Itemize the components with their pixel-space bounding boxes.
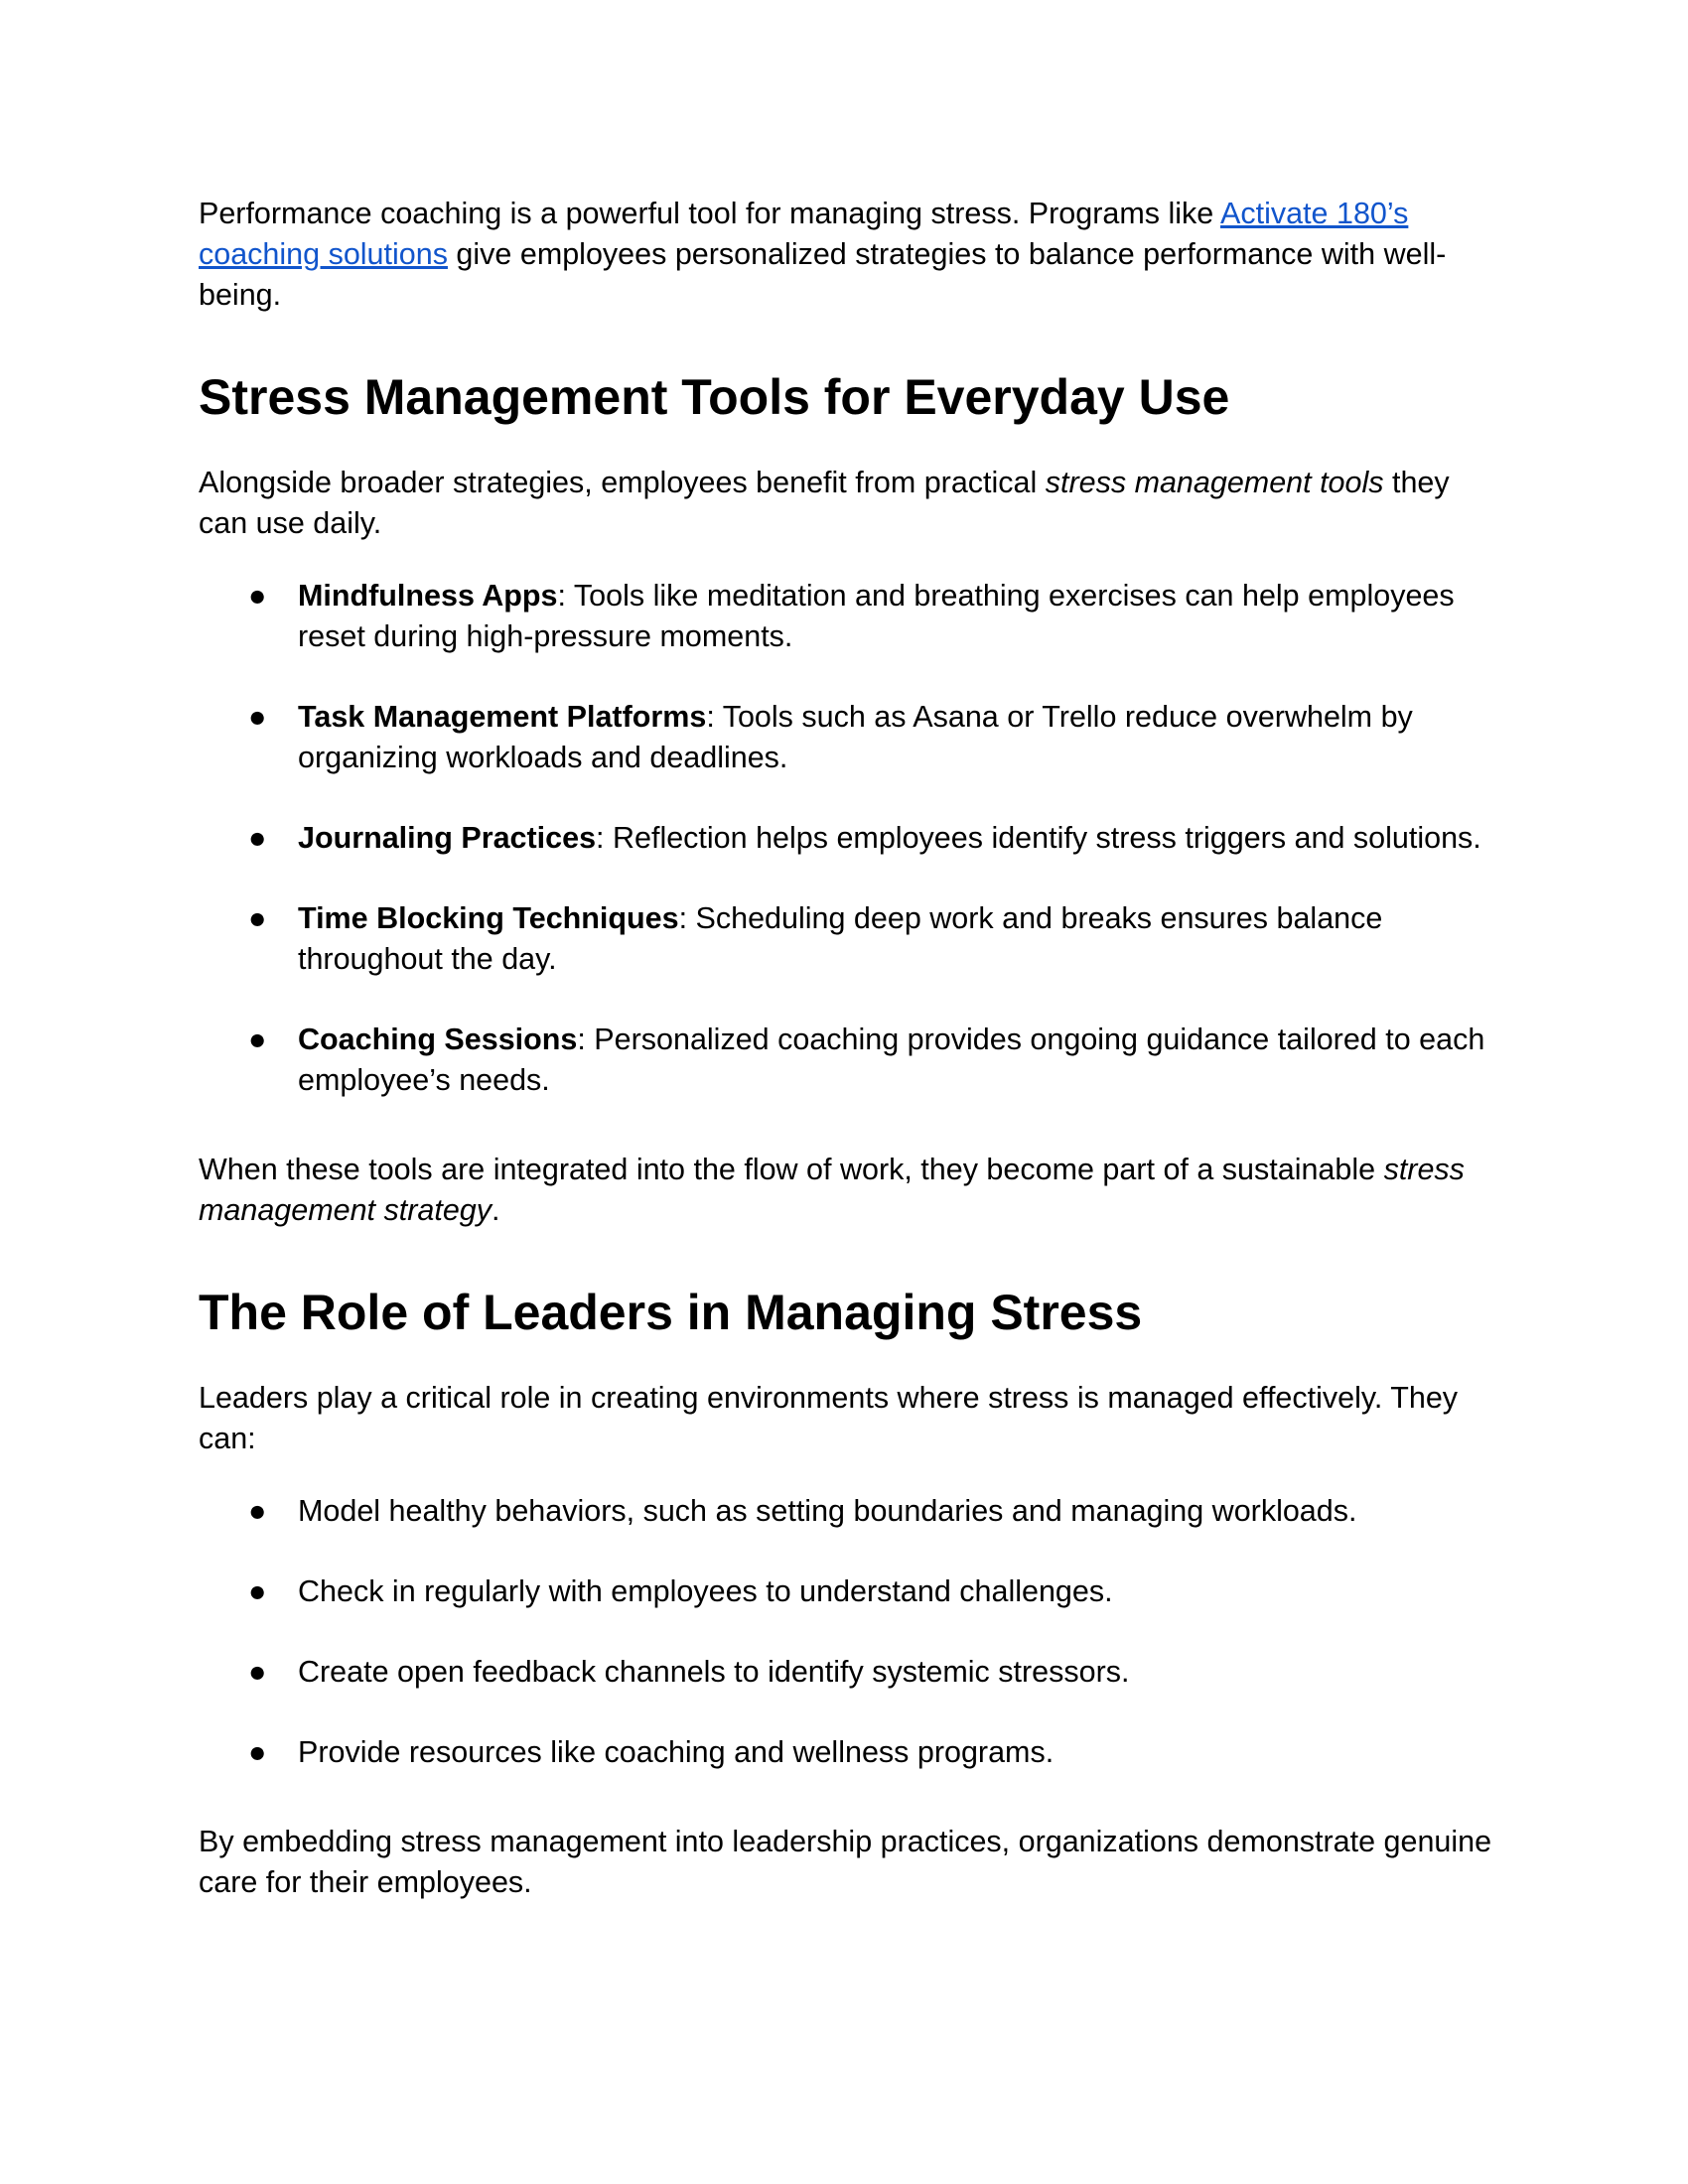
tools-closing-paragraph [199,1150,1494,1231]
bullet-icon: ● [248,1574,267,1608]
leaders-list [199,1491,1494,1773]
tools-closing-after: . [492,1193,500,1227]
intro-paragraph [199,194,1494,316]
tools-closing-emphasis: stress management strategy [199,1153,1465,1227]
list-item [199,818,1494,859]
list-item-description: : Scheduling deep work and breaks ensures balance throughout the day. [298,901,1383,976]
tools-intro-before: Alongside broader strategies, employees benefit from practical [199,466,1046,499]
list-item-description: : Tools such as Asana or Trello reduce overwhelm by organizing workloads and deadlines. [298,700,1413,774]
activate-180-coaching-link[interactable]: Activate 180’s coaching solutions [199,197,1409,271]
tools-intro-paragraph [199,463,1494,544]
list-item [199,1491,1494,1532]
document-page [199,194,1494,1903]
list-item-description: : Personalized coaching provides ongoing guidance tailored to each employee’s needs. [298,1023,1485,1097]
tools-closing-before: When these tools are integrated into the flow of work, they become part of a sustainable [199,1153,1384,1186]
leaders-section-heading: The Role of Leaders in Managing Stress [199,1285,1143,1340]
list-item [199,1571,1494,1612]
list-item-text: Provide resources like coaching and wellness programs. [298,1735,1055,1769]
list-item-term: Time Blocking Techniques [298,901,679,935]
list-item-term: Task Management Platforms [298,700,707,734]
list-item-text: Model healthy behaviors, such as setting boundaries and managing workloads. [298,1494,1357,1528]
list-item-description: : Reflection helps employees identify stress triggers and solutions. [596,821,1481,855]
bullet-icon: ● [248,700,267,734]
list-item [199,898,1494,980]
intro-text-before: Performance coaching is a powerful tool for managing stress. Programs like [199,197,1221,230]
tools-intro-emphasis: stress management tools [1045,466,1384,499]
list-item-text: Create open feedback channels to identify systemic stressors. [298,1655,1130,1689]
leaders-closing-paragraph: By embedding stress management into leadership practices, organizations demonstrate genuine care for their employees. [199,1825,1492,1899]
list-item-term: Journaling Practices [298,821,597,855]
intro-text-after: give employees personalized strategies to balance performance with well-being. [199,237,1447,312]
list-item [199,697,1494,778]
leaders-intro-paragraph: Leaders play a critical role in creating environments where stress is managed effectively. They can: [199,1381,1459,1455]
list-item [199,1652,1494,1693]
bullet-icon: ● [248,579,267,613]
list-item-term: Coaching Sessions [298,1023,578,1056]
list-item [199,1732,1494,1773]
bullet-icon: ● [248,901,267,935]
bullet-icon: ● [248,1735,267,1769]
list-item [199,1020,1494,1101]
tools-list [199,576,1494,1101]
tools-section-heading: Stress Management Tools for Everyday Use [199,369,1230,425]
tools-intro-after: they can use daily. [199,466,1450,540]
list-item-description: : Tools like meditation and breathing exercises can help employees reset during high-pressure moments. [298,579,1455,653]
bullet-icon: ● [248,1023,267,1056]
bullet-icon: ● [248,821,267,855]
bullet-icon: ● [248,1494,267,1528]
list-item-text: Check in regularly with employees to understand challenges. [298,1574,1113,1608]
list-item [199,576,1494,657]
list-item-term: Mindfulness Apps [298,579,558,613]
bullet-icon: ● [248,1655,267,1689]
